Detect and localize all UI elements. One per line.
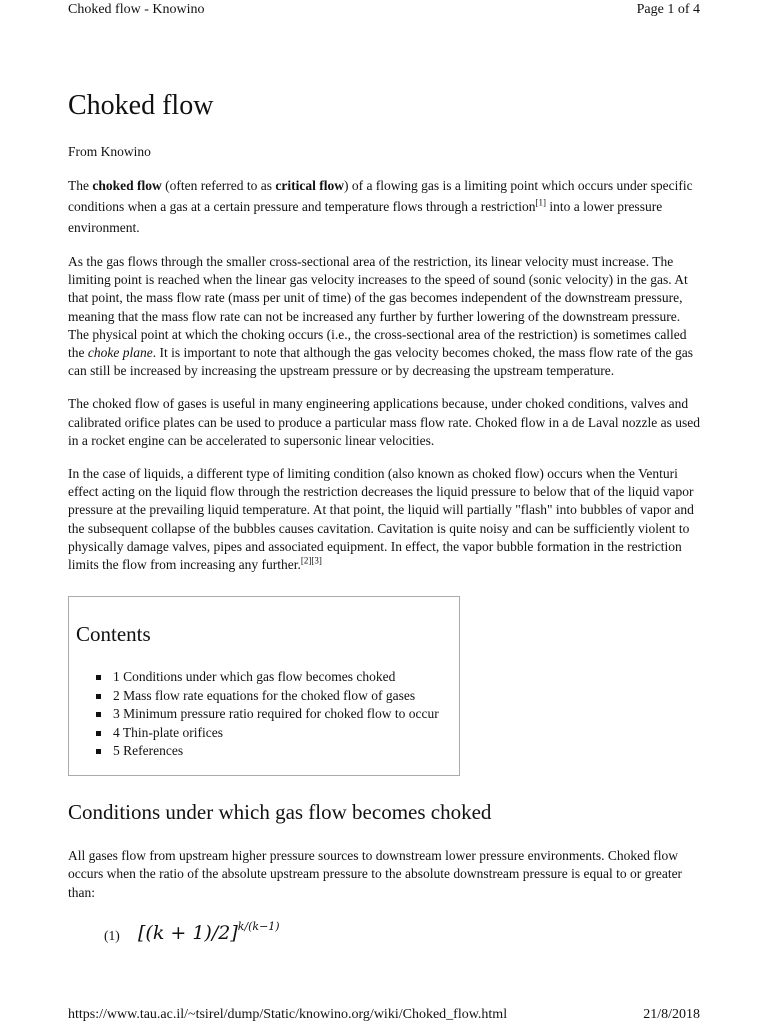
toc-item[interactable]: 4 Thin-plate orifices [96,724,459,743]
term-choke-plane: choke plane [87,345,153,361]
article-title: Choked flow [68,90,214,121]
paragraph-applications: The choked flow of gases is useful in many engineering applications because, under choked conditions, valves and calibrated orifice plates can be used to produce a particular mass flow rate. Choked flow in a de Laval nozzle as used in a rocket engine can be accelerated to supersonic linear velocities. [68,396,700,448]
paragraph-conditions: All gases flow from upstream higher pressure sources to downstream lower pressure environments. Choked flow occurs when the ratio of the absolute upstream pressure to the absolute downstream pressure is equal to or greater than: [68,848,683,900]
reference-link-2[interactable]: [2] [300,555,312,566]
term-choked-flow: choked flow [92,178,162,193]
footer-date: 21/8/2018 [643,1007,700,1022]
equation-base: [(k + 1)/2] [138,921,238,944]
header-page-title: Choked flow - Knowino [68,2,205,17]
reference-link-1[interactable]: [1] [535,197,546,208]
toc-list [96,668,459,761]
paragraph-liquids: In the case of liquids, a different type of limiting condition (also known as choked flow) occurs when the Venturi effect acting on the liquid flow through the restriction decreases the liquid pressure to below that of the liquid vapor pressure at the prevailing liquid temperature. At that point, the liquid will partially "flash" into bubbles of vapor and the subsequent collapse of the bubbles causes cavitation. Cavitation is quite noisy and can be sufficiently violent to physically damage valves, pipes and associated equipment. In effect, the vapor bubble formation in the restriction limits the flow from increasing any further.[2][3] [68,466,694,573]
equation-exponent: k/(k−1) [237,919,280,933]
reference-link-3[interactable]: [3] [311,555,322,566]
header-page-number: Page 1 of 4 [636,2,700,17]
print-header [68,1,700,21]
toc-title: Contents [76,622,151,647]
section-heading-conditions: Conditions under which gas flow becomes choked [68,800,492,825]
footer-url: https://www.tau.ac.il/~tsirel/dump/Static/knowino.org/wiki/Choked_flow.html [68,1007,508,1022]
intro-paragraph: The choked flow (often referred to as critical flow) of a flowing gas is a limiting point which occurs under specific conditions when a gas at a certain pressure and temperature flows through a restriction[1] into a lower pressure environment. [68,178,693,235]
toc-item[interactable]: 5 References [96,742,459,761]
toc-item[interactable]: 1 Conditions under which gas flow becomes choked [96,668,459,687]
equation-1 [104,919,700,948]
toc-item[interactable]: 3 Minimum pressure ratio required for choked flow to occur [96,705,459,724]
equation-number: (1) [104,927,120,943]
paragraph-velocity: As the gas flows through the smaller cross-sectional area of the restriction, its linear velocity must increase. The limiting point is reached when the linear gas velocity increases to the speed of sound (sonic velocity) in the gas. At that point, the mass flow rate (mass per unit of time) of the gas becomes independent of the downstream pressure, meaning that the mass flow rate can not be increased any further by further lowering of the downstream pressure. The physical point at which the choking occurs (i.e., the cross-sectional area of the restriction) is sometimes called the choke plane. It is important to note that although the gas velocity becomes choked, the mass flow rate of the gas can still be increased by increasing the upstream pressure or by decreasing the upstream temperature. [68,254,693,379]
article-content [68,88,700,948]
equation-formula [138,919,280,944]
term-critical-flow: critical flow [275,178,344,193]
table-of-contents [68,596,460,776]
toc-item[interactable]: 2 Mass flow rate equations for the choked flow of gases [96,687,459,706]
article-source: From Knowino [68,144,151,159]
